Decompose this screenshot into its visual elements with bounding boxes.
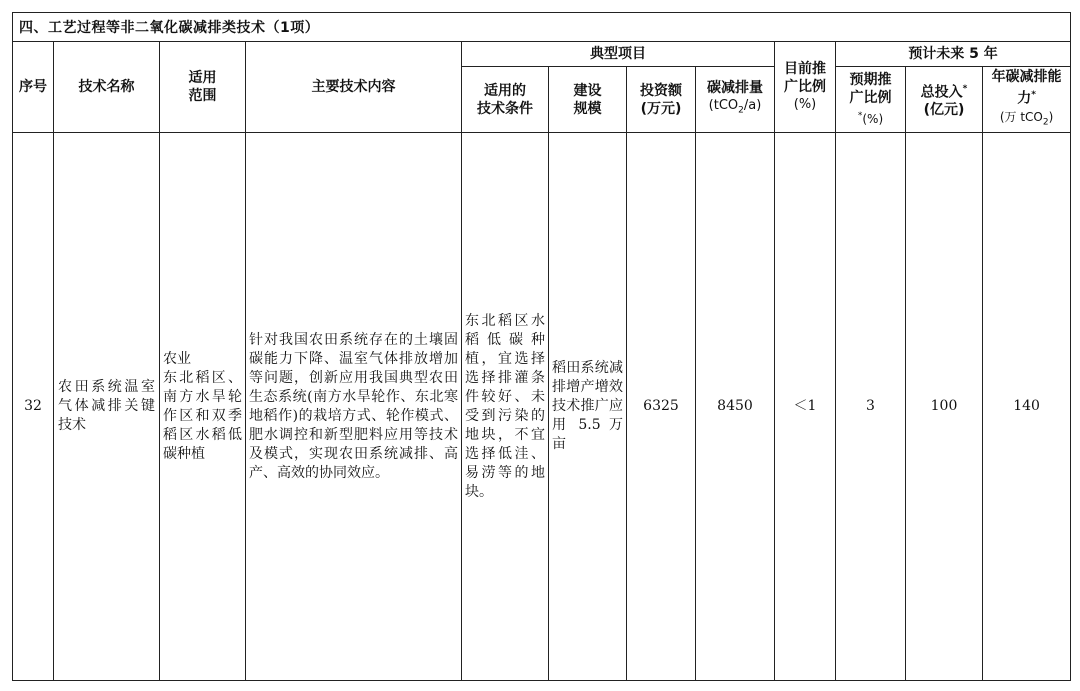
header-current-ratio: 目前推 广比例 (%) — [775, 42, 836, 133]
header-row-1 — [13, 42, 1071, 67]
header-content: 主要技术内容 — [246, 42, 462, 133]
table-row — [13, 133, 1071, 681]
cell-conditions: 东北稻区水稻低碳种植，宜选择选择排灌条件较好、未受到污染的地块，不宜选择低洼、易涝等的地块。 — [462, 133, 549, 681]
cell-reduction: 8450 — [696, 133, 775, 681]
header-total-investment: 总投入* (亿元) — [906, 67, 983, 133]
section-title: 四、工艺过程等非二氧化碳减排类技术（1项） — [13, 13, 1071, 42]
cell-name: 农田系统温室气体减排关键技术 — [54, 133, 160, 681]
cell-current-ratio: ＜1 — [775, 133, 836, 681]
header-annual-capacity: 年碳减排能 力* (万 tCO$_2$) — [983, 67, 1071, 133]
header-name: 技术名称 — [54, 42, 160, 133]
cell-expected-ratio: 3 — [836, 133, 906, 681]
cell-total-investment: 100 — [906, 133, 983, 681]
cell-scope: 农业 东北稻区、南方水旱轮作区和双季稻区水稻低碳种植 — [160, 133, 246, 681]
header-forecast: 预计未来 5 年 — [836, 42, 1071, 67]
header-investment: 投资额 (万元) — [627, 67, 696, 133]
header-seq: 序号 — [13, 42, 54, 133]
section-title-row — [13, 13, 1071, 42]
header-conditions: 适用的 技术条件 — [462, 67, 549, 133]
cell-content: 针对我国农田系统存在的土壤固碳能力下降、温室气体排放增加等问题，创新应用我国典型农田生态系统(南方水旱轮作、东北寒地稻作)的栽培方式、轮作模式、肥水调控和新型肥料应用等技术及模式，实现农田系统减排、高产、高效的协同效应。 — [246, 133, 462, 681]
header-scale: 建设 规模 — [549, 67, 627, 133]
header-reduction: 碳减排量 (tCO$_2$/a) — [696, 67, 775, 133]
header-expected-ratio: 预期推 广比例 *(%) — [836, 67, 906, 133]
cell-scale: 稻田系统减排增产增效技术推广应用 5.5 万亩 — [549, 133, 627, 681]
cell-seq: 32 — [13, 133, 54, 681]
header-scope: 适用 范围 — [160, 42, 246, 133]
technology-table — [12, 12, 1071, 681]
cell-annual-capacity: 140 — [983, 133, 1071, 681]
cell-investment: 6325 — [627, 133, 696, 681]
header-typical-project: 典型项目 — [462, 42, 775, 67]
